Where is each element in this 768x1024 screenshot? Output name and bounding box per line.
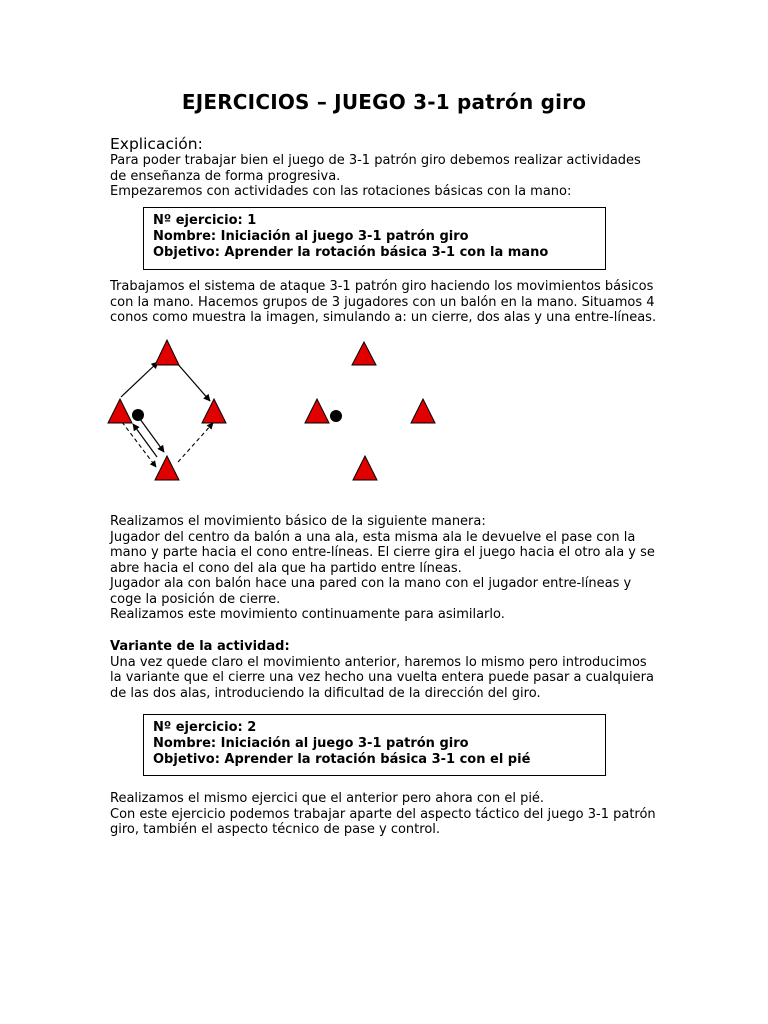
exercise-2-box [143, 714, 606, 776]
exercise-number: Nº ejercicio: 1 [153, 213, 257, 228]
exercise-name: Nombre: Iniciación al juego 3-1 patrón giro [153, 229, 469, 244]
dashed-run-arrow [122, 422, 156, 467]
exercise-name: Nombre: Iniciación al juego 3-1 patrón giro [153, 736, 469, 751]
cone-icon [108, 399, 132, 423]
paragraph-line: de las dos alas, introduciendo la dificultad de la dirección del giro. [110, 685, 541, 701]
cone-rotation-diagram [100, 335, 450, 490]
paragraph-line: conos como muestra la imagen, simulando a: un cierre, dos alas y una entre-líneas. [110, 310, 657, 325]
intro-text [110, 279, 670, 326]
cone-icon [411, 399, 435, 423]
paragraph-line: Realizamos este movimiento continuamente para asimilarlo. [110, 607, 505, 622]
paragraph-line: Realizamos el mismo ejercici que el anterior pero ahora con el pié. [110, 791, 545, 806]
paragraph-line: abre hacia el cono del ala que ha partido entre líneas. [110, 560, 462, 576]
paragraph-line: Una vez quede claro el movimiento anterior, haremos lo mismo pero introducimos [110, 654, 647, 670]
cone-icon [202, 399, 226, 423]
paragraph-line: mano y parte hacia el cono entre-líneas. El cierre gira el juego hacia el otro ala y se [110, 545, 655, 560]
dashed-run-arrow [178, 423, 213, 462]
explicacion-text [110, 153, 670, 200]
paragraph-line: con la mano. Hacemos grupos de 3 jugadores con un balón en la mano. Situamos 4 [110, 294, 655, 310]
exercise-objective: Objetivo: Aprender la rotación básica 3-1 con la mano [153, 245, 549, 260]
paragraph-line: Trabajamos el sistema de ataque 3-1 patrón giro haciendo los movimientos básicos [110, 279, 654, 294]
variante-section [110, 639, 670, 701]
paragraph-line: Jugador ala con balón hace una pared con la mano con el jugador entre-líneas y [110, 576, 632, 591]
exercise-number: Nº ejercicio: 2 [153, 720, 257, 735]
cone-icon [353, 456, 377, 480]
paragraph-line: coge la posición de cierre. [110, 591, 281, 607]
page-title: EJERCICIOS – JUEGO 3-1 patrón giro [181, 90, 587, 114]
cone-icon [305, 399, 329, 423]
pass-arrow [140, 419, 164, 452]
exercise-objective: Objetivo: Aprender la rotación básica 3-1 con el pié [153, 752, 531, 767]
cone-icon [155, 340, 179, 365]
movement-text [110, 514, 670, 623]
paragraph-line: Con este ejercicio podemos trabajar aparte del aspecto táctico del juego 3-1 patrón [110, 806, 656, 822]
paragraph-line: de enseñanza de forma progresiva. [110, 168, 341, 184]
explicacion-heading: Explicación: [110, 135, 203, 153]
ball-icon [132, 409, 144, 421]
paragraph-line: Para poder trabajar bien el juego de 3-1 patrón giro debemos realizar actividades [110, 153, 641, 168]
run-arrow [176, 362, 210, 401]
cone-icon [352, 342, 376, 365]
closing-text [110, 791, 670, 838]
variante-heading: Variante de la actividad: [110, 639, 290, 654]
cone-icon [155, 456, 179, 480]
exercise-1-box [143, 207, 606, 270]
pass-arrow [121, 362, 158, 397]
ball-icon [330, 410, 342, 422]
paragraph-line: Empezaremos con actividades con las rotaciones básicas con la mano: [110, 184, 572, 199]
paragraph-line: giro, también el aspecto técnico de pase y control. [110, 822, 441, 837]
paragraph-line: Jugador del centro da balón a una ala, esta misma ala le devuelve el pase con la [110, 529, 636, 545]
paragraph-line: Realizamos el movimiento básico de la siguiente manera: [110, 514, 486, 529]
paragraph-line: la variante que el cierre una vez hecho una vuelta entera puede pasar a cualquiera [110, 670, 654, 685]
